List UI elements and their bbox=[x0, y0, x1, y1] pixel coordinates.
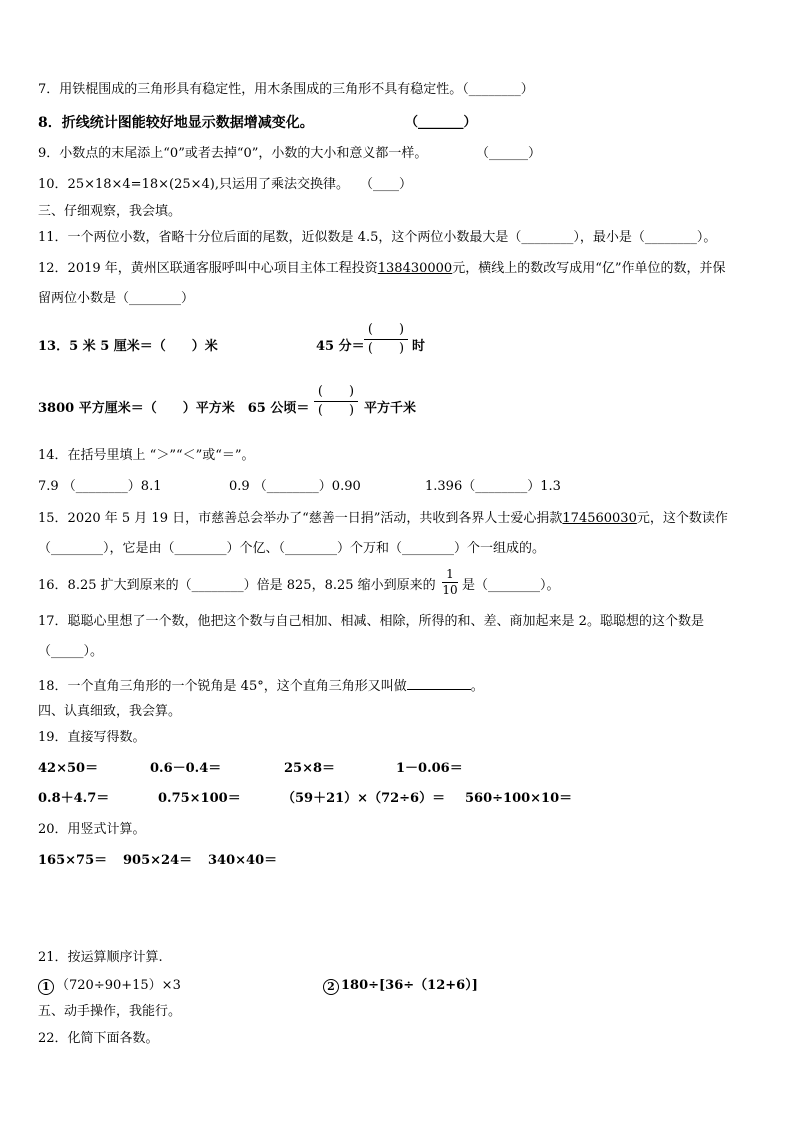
vertical-calc-item: 165×75＝ bbox=[38, 853, 108, 868]
fraction-numerator: 1 bbox=[446, 567, 454, 581]
question-15-line-1 bbox=[38, 511, 728, 527]
question-15-number: 174560030 bbox=[562, 511, 637, 526]
question-14-title: 14．在括号里填上 “＞”“＜”或“＝”。 bbox=[38, 448, 255, 463]
question-13-part-b-label: 45 分＝ bbox=[316, 339, 365, 354]
question-15-text-a: 15．2020 年 5 月 19 日，市慈善总会举办了“慈善一日捐”活动，共收到各界人士爱心捐款 bbox=[38, 511, 563, 526]
section-4-heading: 四、认真细致，我会算。 bbox=[38, 704, 182, 719]
calc-item: 0.75×100＝ bbox=[158, 791, 241, 806]
question-13-part-b-unit: 时 bbox=[412, 339, 426, 354]
question-12-text-a: 12．2019 年，黄州区联通客服呼叫中心项目主体工程投资 bbox=[38, 261, 378, 276]
calc-item: （59＋21）×（72÷6）＝ bbox=[282, 791, 446, 806]
question-10 bbox=[38, 177, 349, 193]
vertical-calc-item: 905×24＝ bbox=[123, 853, 193, 868]
calc-item: 560÷100×10＝ bbox=[465, 791, 573, 806]
question-9 bbox=[38, 146, 427, 162]
question-15-line-2: （________），它是由（________）个亿、（________）个万和（________）个一组成的。 bbox=[38, 541, 546, 556]
question-7 bbox=[38, 82, 534, 98]
question-8 bbox=[38, 115, 314, 131]
question-10-blank[interactable]: （____） bbox=[360, 177, 413, 192]
section-5-heading: 五、动手操作，我能行。 bbox=[38, 1004, 182, 1019]
fraction-numerator: ( ) bbox=[317, 384, 355, 399]
question-12-number: 138430000 bbox=[377, 261, 453, 276]
question-19-title: 19．直接写得数。 bbox=[38, 730, 146, 745]
question-18-text: 18．一个直角三角形的一个锐角是 45°，这个直角三角形又叫做 bbox=[38, 679, 407, 694]
question-18-end: 。 bbox=[470, 679, 484, 694]
vertical-calc-item: 340×40＝ bbox=[208, 853, 278, 868]
question-10-text: 10．25×18×4=18×(25×4),只运用了乘法交换律。 bbox=[38, 177, 349, 192]
fraction-denominator: ( ) bbox=[317, 403, 355, 418]
calc-item: 0.8＋4.7＝ bbox=[38, 791, 110, 806]
question-16-fraction bbox=[442, 568, 458, 597]
question-12-line-2: 留两位小数是（________） bbox=[38, 291, 195, 306]
question-16-text-a: 16．8.25 扩大到原来的（________）倍是 825，8.25 缩小到原来的 bbox=[38, 578, 436, 593]
question-14-a: 7.9 （________）8.1 bbox=[38, 479, 162, 494]
fraction-denominator: 10 bbox=[442, 583, 458, 597]
question-8-blank[interactable]: （_______） bbox=[405, 115, 477, 130]
question-21-item-2 bbox=[323, 978, 478, 995]
question-18 bbox=[38, 677, 484, 695]
question-18-blank[interactable] bbox=[407, 677, 471, 690]
question-17-line-1: 17．聪聪心里想了一个数，他把这个数与自己相加、相减、相除，所得的和、差、商加起来是 2。聪聪想的这个数是 bbox=[38, 614, 704, 629]
calc-item: 25×8＝ bbox=[284, 761, 336, 776]
question-13-part-a: 13．5 米 5 厘米＝（ ）米 bbox=[38, 339, 218, 354]
calc-item: 0.6－0.4＝ bbox=[150, 761, 222, 776]
question-12-line-1 bbox=[38, 261, 726, 277]
question-15-text-b: 元，这个数读作 bbox=[636, 511, 728, 526]
fraction-bar bbox=[314, 401, 358, 402]
question-21-title: 21．按运算顺序计算. bbox=[38, 950, 163, 965]
question-13-fraction-1[interactable] bbox=[364, 322, 408, 357]
fraction-numerator: ( ) bbox=[367, 322, 405, 337]
fraction-bar bbox=[364, 339, 408, 340]
circled-number-two: 2 bbox=[323, 979, 339, 995]
section-3-heading: 三、仔细观察，我会填。 bbox=[38, 204, 182, 219]
calc-item: 1－0.06＝ bbox=[396, 761, 463, 776]
question-13-part-c: 3800 平方厘米＝（ ）平方米 65 公顷＝ bbox=[38, 401, 310, 416]
question-16-text-b: 是（________）。 bbox=[462, 578, 560, 593]
question-7-text: 7．用铁棍围成的三角形具有稳定性，用木条围成的三角形不具有稳定性。（________） bbox=[38, 82, 534, 97]
question-21-expression-1: （720÷90+15）×3 bbox=[56, 978, 181, 993]
circled-number-one: 1 bbox=[38, 979, 54, 995]
question-8-text: 8．折线统计图能较好地显示数据增减变化。 bbox=[38, 115, 314, 131]
question-9-blank[interactable]: （______） bbox=[476, 146, 542, 161]
question-12-text-b: 元，横线上的数改写成用“亿”作单位的数，并保 bbox=[452, 261, 726, 276]
question-14-b: 0.9 （________）0.90 bbox=[229, 479, 361, 494]
calc-item: 42×50＝ bbox=[38, 761, 99, 776]
question-21-expression-2: 180÷[36÷（12+6）] bbox=[341, 978, 478, 993]
question-21-item-1 bbox=[38, 978, 181, 995]
question-17-line-2: （_____）。 bbox=[38, 644, 104, 659]
question-22-title: 22．化简下面各数。 bbox=[38, 1031, 159, 1046]
fraction-denominator: ( ) bbox=[367, 341, 405, 356]
question-13-fraction-2[interactable] bbox=[314, 384, 358, 419]
question-11: 11．一个两位小数，省略十分位后面的尾数，近似数是 4.5，这个两位小数最大是（________），最小是（________）。 bbox=[38, 230, 717, 245]
question-20-title: 20．用竖式计算。 bbox=[38, 822, 146, 837]
question-13-part-c-unit: 平方千米 bbox=[364, 401, 417, 416]
question-9-text: 9．小数点的末尾添上“0”或者去掉“0”，小数的大小和意义都一样。 bbox=[38, 146, 428, 161]
question-14-c: 1.396（________）1.3 bbox=[425, 479, 561, 494]
